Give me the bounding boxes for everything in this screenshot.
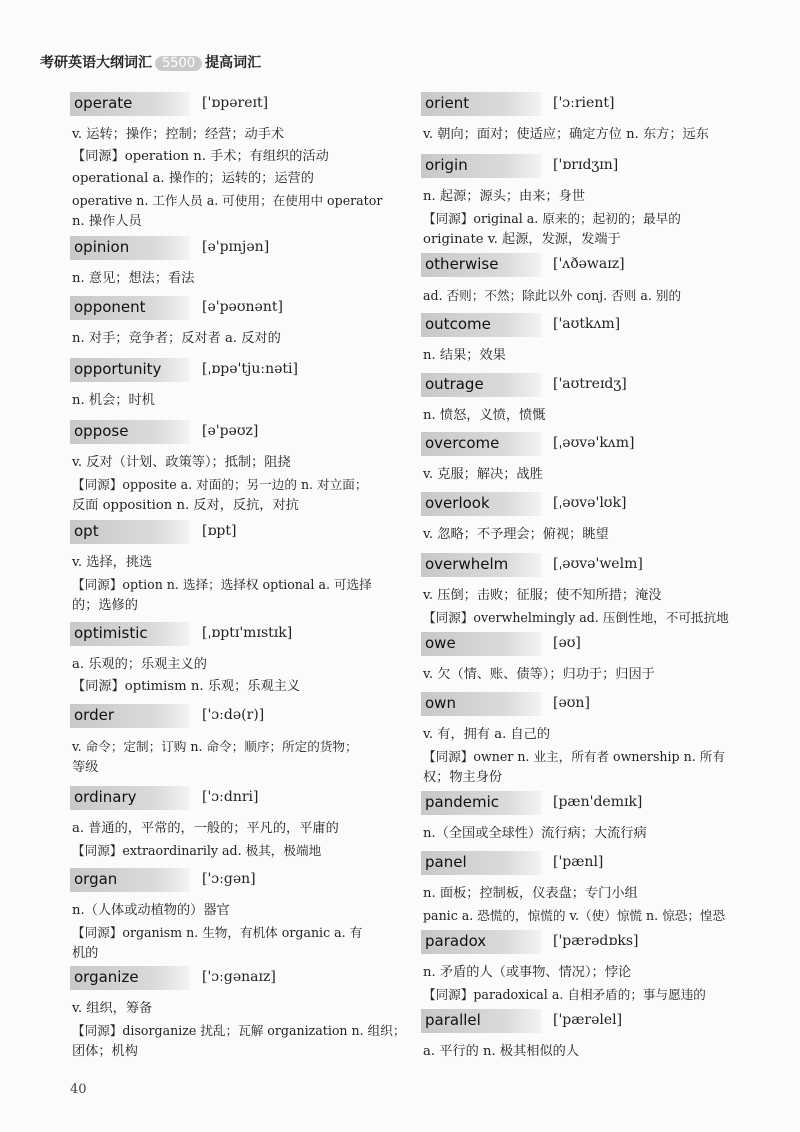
phonetic: ['ɔːdnri] bbox=[202, 789, 259, 805]
word-entry bbox=[421, 492, 751, 546]
headword-bar bbox=[421, 791, 643, 815]
phonetic: ['pærəlel] bbox=[553, 1012, 623, 1028]
headword: parallel bbox=[425, 1011, 481, 1029]
definition-line: n. 意见；想法；看法 bbox=[72, 271, 195, 286]
derivative-line: 【同源】opposite a. 对面的；另一边的 n. 对立面； bbox=[72, 477, 368, 492]
headword: panel bbox=[425, 853, 467, 871]
phonetic: [ˌɒpə'tjuːnəti] bbox=[202, 361, 298, 377]
headword: opinion bbox=[74, 238, 130, 256]
headword: opportunity bbox=[74, 360, 162, 378]
definition-line: n.（全国或全球性）流行病；大流行病 bbox=[423, 826, 647, 841]
headword: origin bbox=[425, 156, 468, 174]
headword: oppose bbox=[74, 422, 129, 440]
definition-line: n. 对手；竞争者；反对者 a. 反对的 bbox=[72, 331, 281, 346]
definition-line: v. 运转；操作；控制；经营；动手术 bbox=[72, 127, 285, 142]
phonetic: ['pærədɒks] bbox=[553, 933, 639, 949]
definition-line: a. 平行的 n. 极其相似的人 bbox=[423, 1044, 580, 1059]
headword: opt bbox=[74, 522, 99, 540]
headword: optimistic bbox=[74, 624, 148, 642]
definition-line: v. 选择，挑选 bbox=[72, 555, 153, 570]
headword-bar bbox=[421, 553, 643, 577]
phonetic: ['ʌðəwaɪz] bbox=[553, 256, 625, 272]
phonetic: ['aʊtkʌm] bbox=[553, 316, 621, 332]
definition-line: v. 有，拥有 a. 自己的 bbox=[423, 727, 551, 742]
phonetic: [ə'pəʊnənt] bbox=[202, 299, 283, 315]
word-entry bbox=[421, 154, 751, 251]
headword-bar bbox=[70, 966, 276, 990]
word-entry bbox=[421, 432, 751, 486]
headword-bar bbox=[421, 373, 627, 397]
definition-line: n. 面板；控制板，仪表盘；专门小组 bbox=[423, 886, 638, 901]
word-entry bbox=[421, 313, 751, 367]
definition-line: v. 反对（计划、政策等）；抵制；阻挠 bbox=[72, 455, 291, 470]
derivative-line: operational a. 操作的；运转的；运营的 bbox=[72, 171, 314, 186]
headword-bar bbox=[421, 1009, 623, 1033]
phonetic: [ˌəʊvə'kʌm] bbox=[553, 435, 635, 451]
headword-bar bbox=[421, 432, 635, 456]
phonetic: ['ɒpəreɪt] bbox=[202, 95, 269, 111]
definition-line: a. 乐观的；乐观主义的 bbox=[72, 657, 207, 672]
headword-bar bbox=[421, 492, 627, 516]
headword: owe bbox=[425, 634, 456, 652]
word-entry bbox=[70, 704, 400, 779]
derivative-line: 权；物主身份 bbox=[423, 770, 503, 785]
word-entry bbox=[421, 373, 751, 427]
phonetic: ['ɔːgənaɪz] bbox=[202, 969, 276, 985]
word-entry bbox=[421, 692, 751, 789]
headword-bar bbox=[70, 786, 259, 810]
headword: overwhelm bbox=[425, 555, 509, 573]
headword-bar bbox=[421, 851, 604, 875]
headword-bar bbox=[70, 358, 298, 382]
phonetic: [ə'pɪnjən] bbox=[202, 239, 270, 255]
phonetic: [ˌəʊvə'lʊk] bbox=[553, 495, 627, 511]
derivative-line: 反面 opposition n. 反对，反抗，对抗 bbox=[72, 498, 299, 513]
derivative-line: 【同源】optimism n. 乐观；乐观主义 bbox=[72, 679, 301, 694]
word-entry bbox=[70, 358, 400, 412]
phonetic: [ə'pəʊz] bbox=[202, 423, 259, 439]
definition-line: v. 朝向；面对；使适应；确定方位 n. 东方；远东 bbox=[423, 127, 709, 142]
headword: organize bbox=[74, 968, 139, 986]
word-entry bbox=[70, 622, 400, 698]
derivative-line: 等级 bbox=[72, 760, 99, 775]
headword-bar bbox=[70, 92, 269, 116]
definition-line: n. 结果；效果 bbox=[423, 348, 506, 363]
derivative-line: n. 操作人员 bbox=[72, 214, 142, 229]
word-entry bbox=[70, 786, 400, 861]
derivative-line: panic a. 恐慌的，惊慌的 v.（使）惊慌 n. 惊恐；惶恐 bbox=[423, 908, 726, 923]
word-entry bbox=[421, 791, 751, 845]
definition-line: n.（人体或动植物的）器官 bbox=[72, 903, 230, 918]
headword-bar bbox=[70, 622, 293, 646]
derivative-line: 的；选修的 bbox=[72, 598, 138, 613]
word-entry bbox=[70, 966, 406, 1063]
derivative-line: 机的 bbox=[72, 946, 99, 961]
headword: organ bbox=[74, 870, 118, 888]
word-entry bbox=[421, 632, 751, 686]
headword: outrage bbox=[425, 375, 484, 393]
headword: pandemic bbox=[425, 793, 499, 811]
headword: operate bbox=[74, 94, 133, 112]
definition-line: n. 愤怒，义愤，愤慨 bbox=[423, 408, 546, 423]
word-entry bbox=[70, 420, 400, 517]
definition-line: a. 普通的，平常的，一般的；平凡的，平庸的 bbox=[72, 821, 339, 836]
derivative-line: 【同源】overwhelmingly ad. 压倒性地，不可抵抗地 bbox=[423, 610, 729, 625]
headword: otherwise bbox=[425, 255, 499, 273]
phonetic: [ˌɒptɪ'mɪstɪk] bbox=[202, 625, 293, 641]
headword-bar bbox=[70, 704, 265, 728]
word-entry bbox=[70, 296, 400, 350]
definition-line: v. 命令；定制；订购 n. 命令；顺序；所定的货物； bbox=[72, 739, 358, 754]
derivative-line: operative n. 工作人员 a. 可使用；在使用中 operator bbox=[72, 193, 383, 208]
word-entry bbox=[70, 92, 400, 233]
phonetic: ['ɒrɪdʒɪn] bbox=[553, 157, 619, 173]
derivative-line: 【同源】disorganize 扰乱；瓦解 organization n. 组织； bbox=[72, 1023, 406, 1038]
definition-line: ad. 否则；不然；除此以外 conj. 否则 a. 别的 bbox=[423, 288, 682, 303]
phonetic: ['pænl] bbox=[553, 854, 604, 870]
word-entry bbox=[421, 1009, 751, 1063]
definition-line: n. 机会；时机 bbox=[72, 393, 155, 408]
headword-bar bbox=[421, 930, 639, 954]
header-badge: 5500 bbox=[155, 56, 202, 71]
phonetic: ['ɔːrient] bbox=[553, 95, 615, 111]
derivative-line: 【同源】organism n. 生物，有机体 organic a. 有 bbox=[72, 925, 363, 940]
derivative-line: 【同源】owner n. 业主，所有者 ownership n. 所有 bbox=[423, 749, 725, 764]
headword: opponent bbox=[74, 298, 146, 316]
phonetic: [ɒpt] bbox=[202, 523, 237, 539]
headword: outcome bbox=[425, 315, 491, 333]
word-entry bbox=[421, 92, 751, 146]
header-title: 考研英语大纲词汇 bbox=[40, 55, 152, 71]
phonetic: ['ɔːdə(r)] bbox=[202, 707, 265, 723]
headword-bar bbox=[70, 520, 237, 544]
derivative-line: 【同源】original a. 原来的；起初的；最早的 bbox=[423, 211, 681, 226]
headword-bar bbox=[70, 236, 270, 260]
headword-bar bbox=[421, 92, 615, 116]
headword-bar bbox=[421, 632, 581, 656]
headword-bar bbox=[421, 253, 625, 277]
headword: order bbox=[74, 706, 114, 724]
headword: paradox bbox=[425, 932, 487, 950]
headword-bar bbox=[421, 154, 619, 178]
headword-bar bbox=[421, 692, 590, 716]
derivative-line: 【同源】option n. 选择；选择权 optional a. 可选择 bbox=[72, 577, 372, 592]
definition-line: v. 克服；解决；战胜 bbox=[423, 467, 543, 482]
derivative-line: 【同源】extraordinarily ad. 极其，极端地 bbox=[72, 843, 322, 858]
definition-line: v. 组织，筹备 bbox=[72, 1001, 153, 1016]
headword: overcome bbox=[425, 434, 500, 452]
definition-line: n. 起源；源头；由来；身世 bbox=[423, 189, 585, 204]
headword-bar bbox=[70, 296, 283, 320]
derivative-line: 【同源】operation n. 手术；有组织的活动 bbox=[72, 149, 329, 164]
phonetic: ['aʊtreɪdʒ] bbox=[553, 376, 627, 392]
derivative-line: originate v. 起源，发源，发端于 bbox=[423, 232, 621, 247]
headword: overlook bbox=[425, 494, 490, 512]
headword-bar bbox=[70, 868, 256, 892]
definition-line: v. 压倒；击败；征服；使不知所措；淹没 bbox=[423, 588, 662, 603]
word-entry bbox=[421, 851, 751, 926]
derivative-line: 团体；机构 bbox=[72, 1044, 138, 1059]
running-header bbox=[40, 52, 261, 72]
phonetic: [ˌəʊvə'welm] bbox=[553, 556, 643, 572]
definition-line: n. 矛盾的人（或事物、情况）；悖论 bbox=[423, 965, 632, 980]
definition-line: v. 欠（情、账、债等）；归功于；归因于 bbox=[423, 667, 655, 682]
word-entry bbox=[70, 868, 400, 965]
definition-line: v. 忽略；不予理会；俯视；眺望 bbox=[423, 527, 609, 542]
word-entry bbox=[70, 520, 400, 617]
headword-bar bbox=[70, 420, 259, 444]
headword: own bbox=[425, 694, 456, 712]
derivative-line: 【同源】paradoxical a. 自相矛盾的；事与愿违的 bbox=[423, 987, 706, 1002]
phonetic: ['ɔːgən] bbox=[202, 871, 256, 887]
headword: orient bbox=[425, 94, 470, 112]
word-entry bbox=[421, 553, 751, 628]
phonetic: [əʊn] bbox=[553, 695, 590, 711]
phonetic: [əʊ] bbox=[553, 635, 581, 651]
word-entry bbox=[70, 236, 400, 290]
headword: ordinary bbox=[74, 788, 137, 806]
headword-bar bbox=[421, 313, 621, 337]
word-entry bbox=[421, 930, 751, 1005]
header-subtitle: 提高词汇 bbox=[205, 55, 262, 71]
phonetic: [pæn'demɪk] bbox=[553, 794, 643, 810]
page-number: 40 bbox=[70, 1082, 87, 1097]
word-entry bbox=[421, 253, 751, 306]
